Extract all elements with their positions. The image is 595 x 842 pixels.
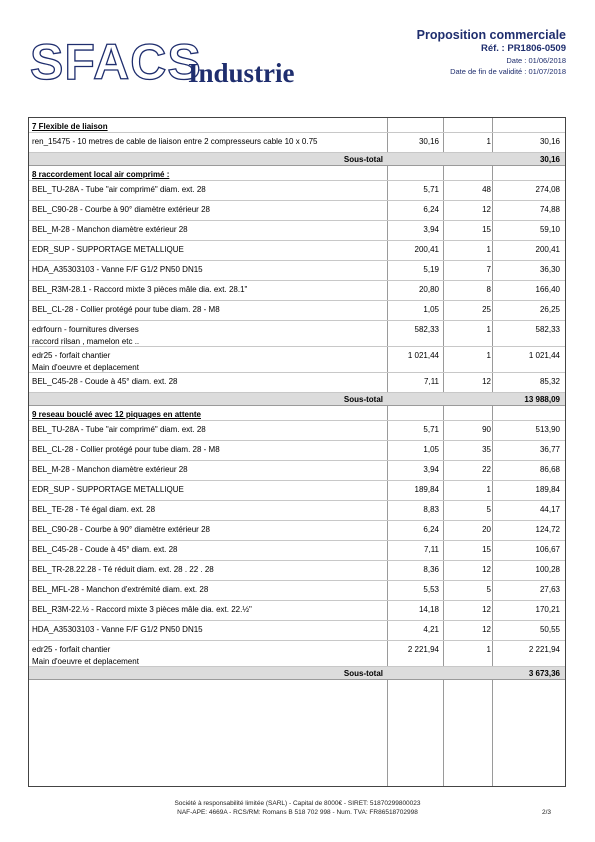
unit-price: 582,33	[414, 325, 439, 334]
table-row	[29, 581, 565, 601]
item-description-line: BEL_CL-28 - Collier protégé pour tube diam. 28 - M8	[32, 305, 220, 314]
table-row	[29, 301, 565, 321]
item-description-line: raccord rilsan , mamelon etc ..	[32, 336, 140, 346]
table-row	[29, 221, 565, 241]
item-description	[32, 284, 382, 296]
table-row	[29, 373, 565, 393]
line-total: 189,84	[535, 485, 560, 494]
quantity: 22	[482, 465, 491, 474]
table-row	[29, 501, 565, 521]
line-total: 513,90	[535, 425, 560, 434]
item-description	[32, 204, 382, 216]
unit-price: 189,84	[414, 485, 439, 494]
line-total: 2 221,94	[528, 645, 560, 654]
item-description	[32, 304, 382, 316]
section-title: 7 Flexible de liaison	[32, 122, 108, 131]
item-description-line: HDA_A35303103 - Vanne F/F G1/2 PN50 DN15	[32, 625, 203, 634]
table-row	[29, 133, 565, 153]
unit-price: 2 221,94	[407, 645, 439, 654]
table-row	[29, 641, 565, 667]
unit-price: 3,94	[423, 225, 439, 234]
item-description	[32, 504, 382, 516]
page-number: 2/3	[541, 809, 551, 816]
item-description-line: BEL_TU-28A - Tube "air comprimé" diam. ext. 28	[32, 425, 206, 434]
unit-price: 8,83	[423, 505, 439, 514]
section-title: 9 reseau bouclé avec 12 piquages en attente	[32, 410, 201, 419]
item-description-line: BEL_C45-28 - Coude à 45° diam. ext. 28	[32, 377, 178, 386]
document-reference: Réf. : PR1806-0509	[480, 43, 566, 54]
item-description	[32, 604, 382, 616]
item-description-line: BEL_C45-28 - Coude à 45° diam. ext. 28	[32, 545, 178, 554]
logo-subtitle: Industrie	[188, 58, 295, 88]
unit-price: 5,71	[423, 185, 439, 194]
item-description	[32, 184, 382, 196]
quantity: 1	[486, 325, 491, 334]
line-total: 30,16	[539, 137, 560, 146]
subtotal-label: Sous-total	[343, 155, 383, 164]
unit-price: 200,41	[414, 245, 439, 254]
subtotal-row	[29, 153, 565, 166]
table-row	[29, 601, 565, 621]
section-header-row	[29, 406, 565, 421]
item-description	[32, 324, 382, 347]
quantity: 7	[486, 265, 491, 274]
item-description-line: BEL_M-28 - Manchon diamètre extérieur 28	[32, 465, 188, 474]
item-description-line: BEL_MFL-28 - Manchon d'extrémité diam. ext. 28	[32, 585, 209, 594]
subtotal-value: 13 988,09	[524, 395, 560, 404]
unit-price: 5,19	[423, 265, 439, 274]
document-date: Date : 01/06/2018	[506, 56, 566, 65]
table-row	[29, 241, 565, 261]
item-description-line: BEL_CL-28 - Collier protégé pour tube diam. 28 - M8	[32, 445, 220, 454]
line-total: 170,21	[535, 605, 560, 614]
section-title: 8 raccordement local air comprimé :	[32, 170, 170, 179]
item-description	[32, 264, 382, 276]
table-row	[29, 201, 565, 221]
item-description-line: BEL_M-28 - Manchon diamètre extérieur 28	[32, 225, 188, 234]
item-description-line: EDR_SUP - SUPPORTAGE METALLIQUE	[32, 245, 184, 254]
item-description-line: Main d'oeuvre et deplacement	[32, 362, 139, 372]
document-header	[417, 28, 566, 77]
quantity: 20	[482, 525, 491, 534]
subtotal-row	[29, 667, 565, 680]
table-row	[29, 541, 565, 561]
unit-price: 7,11	[424, 545, 439, 554]
line-total: 59,10	[539, 225, 560, 234]
unit-price: 6,24	[423, 205, 439, 214]
unit-price: 1 021,44	[407, 351, 439, 360]
quantity: 8	[486, 285, 491, 294]
item-description	[32, 376, 382, 388]
table-row	[29, 321, 565, 347]
item-description-line: ren_15475 - 10 metres de cable de liaison entre 2 compresseurs cable 10 x 0.75	[32, 137, 318, 146]
item-description	[32, 644, 382, 667]
item-description	[32, 424, 382, 436]
line-total: 44,17	[539, 505, 560, 514]
unit-price: 14,18	[418, 605, 439, 614]
quantity: 1	[486, 485, 491, 494]
table-row	[29, 521, 565, 541]
quantity: 35	[482, 445, 491, 454]
subtotal-label: Sous-total	[343, 395, 383, 404]
unit-price: 3,94	[423, 465, 439, 474]
footer-line-1: Société à responsabilité limitée (SARL) - Capital de 8000€ - SIRET: 51870299800023	[174, 800, 421, 807]
table-row	[29, 261, 565, 281]
item-description	[32, 564, 382, 576]
footer-line-2: NAF-APE: 4669A - RCS/RM: Romans B 518 702 998 - Num. TVA: FR86518702998	[177, 809, 418, 816]
item-description	[32, 444, 382, 456]
quantity: 5	[486, 505, 491, 514]
unit-price: 30,16	[418, 137, 439, 146]
item-description-line: HDA_A35303103 - Vanne F/F G1/2 PN50 DN15	[32, 265, 203, 274]
table-row	[29, 481, 565, 501]
table-row	[29, 441, 565, 461]
quantity: 1	[486, 245, 491, 254]
section-header-row	[29, 118, 565, 133]
unit-price: 1,05	[423, 305, 439, 314]
item-description-line: edr25 - forfait chantier	[32, 645, 111, 654]
quantity: 12	[482, 625, 491, 634]
unit-price: 5,53	[423, 585, 439, 594]
line-total: 124,72	[535, 525, 560, 534]
item-description	[32, 244, 382, 256]
table-row	[29, 181, 565, 201]
item-description	[32, 484, 382, 496]
company-logo	[30, 36, 320, 92]
table-row	[29, 461, 565, 481]
line-total: 26,25	[539, 305, 560, 314]
quantity: 1	[486, 137, 491, 146]
logo-brand: SFACS	[30, 34, 202, 90]
item-description	[32, 350, 382, 373]
unit-price: 8,36	[423, 565, 439, 574]
quantity: 1	[486, 645, 491, 654]
legal-footer	[0, 799, 595, 817]
quantity: 15	[482, 225, 491, 234]
subtotal-value: 30,16	[539, 155, 560, 164]
item-description-line: BEL_TU-28A - Tube "air comprimé" diam. ext. 28	[32, 185, 206, 194]
item-description-line: BEL_R3M-22.½ - Raccord mixte 3 pièces mâle dia. ext. 22.½"	[32, 605, 252, 614]
line-total: 36,30	[539, 265, 560, 274]
quantity: 12	[482, 377, 491, 386]
quantity: 15	[482, 545, 491, 554]
unit-price: 4,21	[423, 625, 439, 634]
quantity: 90	[482, 425, 491, 434]
item-description	[32, 224, 382, 236]
table-row	[29, 621, 565, 641]
quantity: 1	[486, 351, 491, 360]
line-total: 85,32	[539, 377, 560, 386]
quantity: 12	[482, 565, 491, 574]
item-description-line: edrfourn - fournitures diverses	[32, 325, 139, 334]
item-description	[32, 464, 382, 476]
line-total: 200,41	[535, 245, 560, 254]
table-row	[29, 281, 565, 301]
line-total: 50,55	[539, 625, 560, 634]
item-description-line: BEL_R3M-28.1 - Raccord mixte 3 pièces mâle dia. ext. 28.1"	[32, 285, 248, 294]
item-description-line: Main d'oeuvre et deplacement	[32, 656, 139, 666]
subtotal-label: Sous-total	[343, 669, 383, 678]
subtotal-row	[29, 393, 565, 406]
subtotal-value: 3 673,36	[528, 669, 560, 678]
line-total: 1 021,44	[528, 351, 560, 360]
item-description-line: BEL_C90-28 - Courbe à 90° diamètre extérieur 28	[32, 205, 210, 214]
unit-price: 1,05	[423, 445, 439, 454]
table-row	[29, 561, 565, 581]
table-row	[29, 347, 565, 373]
item-description-line: BEL_C90-28 - Courbe à 90° diamètre extérieur 28	[32, 525, 210, 534]
item-description	[32, 524, 382, 536]
item-description	[32, 136, 382, 148]
quantity: 12	[482, 605, 491, 614]
line-total: 166,40	[535, 285, 560, 294]
item-description-line: EDR_SUP - SUPPORTAGE METALLIQUE	[32, 485, 184, 494]
line-total: 106,67	[535, 545, 560, 554]
section-header-row	[29, 166, 565, 181]
line-total: 274,08	[535, 185, 560, 194]
line-total: 100,28	[535, 565, 560, 574]
quantity: 5	[486, 585, 491, 594]
unit-price: 20,80	[418, 285, 439, 294]
item-description	[32, 584, 382, 596]
quantity: 12	[482, 205, 491, 214]
item-description-line: edr25 - forfait chantier	[32, 351, 111, 360]
line-total: 74,88	[539, 205, 560, 214]
line-total: 86,68	[539, 465, 560, 474]
unit-price: 6,24	[423, 525, 439, 534]
item-description	[32, 544, 382, 556]
item-description	[32, 624, 382, 636]
item-description-line: BEL_TE-28 - Té égal diam. ext. 28	[32, 505, 156, 514]
document-title: Proposition commerciale	[416, 28, 566, 42]
line-total: 27,63	[539, 585, 560, 594]
quantity: 25	[482, 305, 491, 314]
unit-price: 7,11	[424, 377, 439, 386]
item-description-line: BEL_TR-28.22.28 - Té réduit diam. ext. 28 . 22 . 28	[32, 565, 214, 574]
line-total: 36,77	[539, 445, 560, 454]
validity-date: Date de fin de validité : 01/07/2018	[450, 67, 566, 76]
unit-price: 5,71	[423, 425, 439, 434]
quantity: 48	[482, 185, 491, 194]
table-row	[29, 421, 565, 441]
line-total: 582,33	[535, 325, 560, 334]
items-table	[28, 117, 566, 787]
